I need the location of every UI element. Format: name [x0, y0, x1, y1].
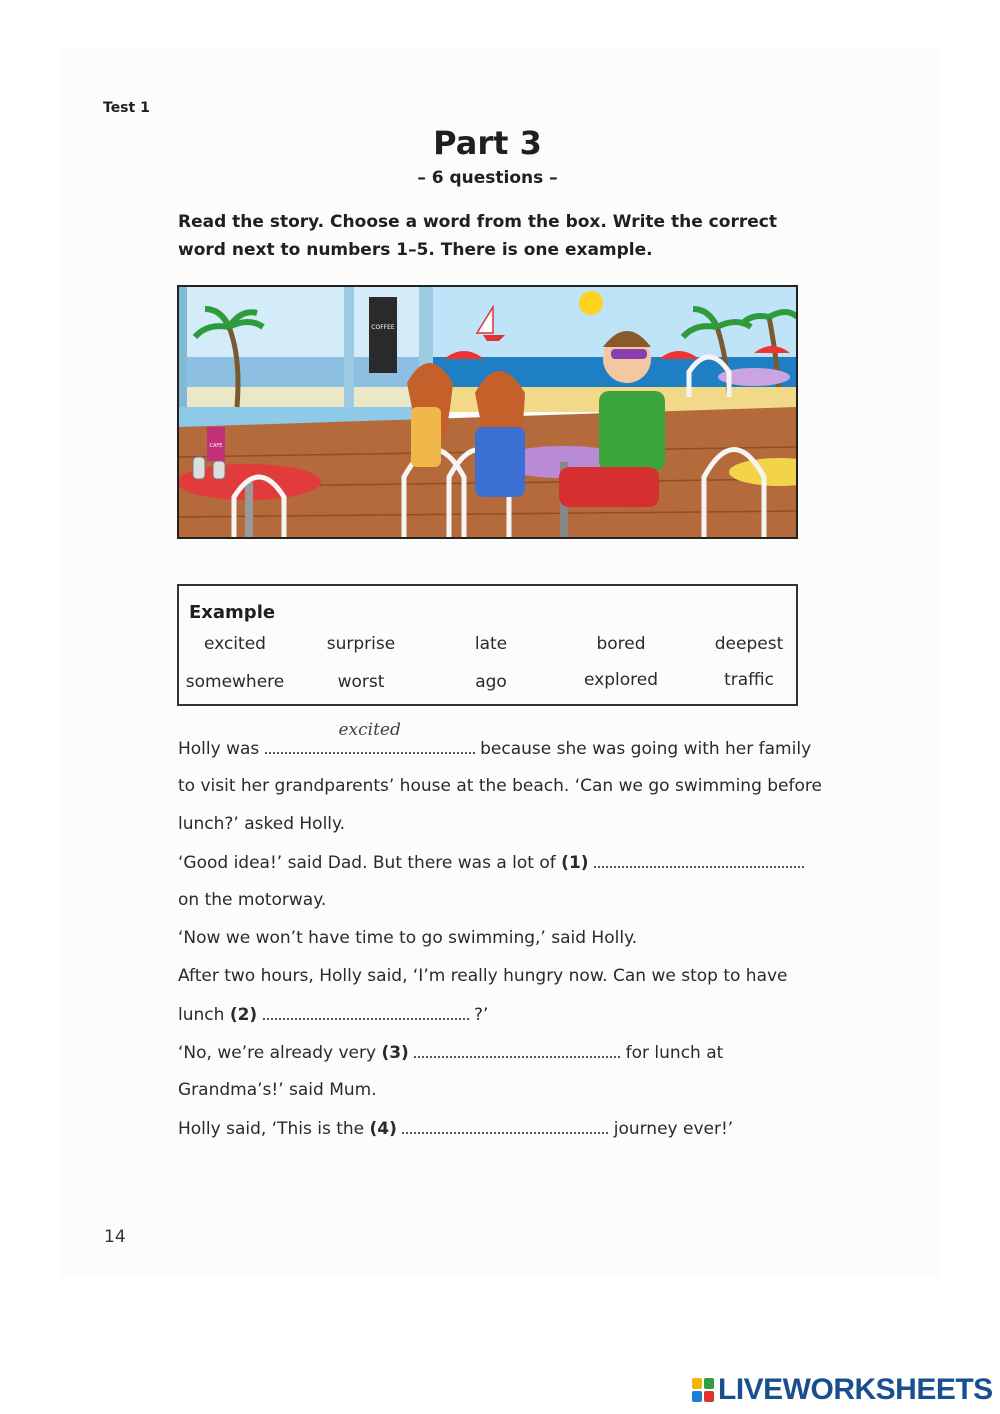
story-line-8 [178, 1004, 488, 1025]
question-number-4: (4) [369, 1119, 397, 1139]
story-line-2: to visit her grandparents’ house at the beach. ‘Can we go swimming before [178, 776, 822, 796]
word-traffic: traffic [724, 670, 774, 690]
example-answer: excited [338, 720, 401, 740]
story-line-1 [178, 720, 812, 759]
word-excited: excited [204, 634, 266, 654]
question-number-2: (2) [229, 1005, 258, 1025]
liveworksheets-logo-icon [692, 1378, 714, 1402]
word-somewhere: somewhere [185, 672, 285, 692]
sun-icon [579, 291, 603, 315]
cafe-illustration [177, 285, 798, 539]
instructions [178, 208, 798, 264]
word-box-example-label: Example [189, 602, 276, 623]
word-bored: bored [596, 634, 646, 654]
story-text: for lunch at [625, 1043, 724, 1063]
story-line-7: After two hours, Holly said, ‘I’m really hungry now. Can we stop to have [178, 966, 788, 986]
question-number-1: (1) [561, 853, 589, 873]
word-deepest: deepest [714, 634, 784, 654]
story-text: lunch [178, 1005, 225, 1025]
story-text: ‘Good idea!’ said Dad. But there was a lot of [178, 853, 556, 873]
answer-blank-2[interactable] [263, 1004, 469, 1020]
part-title: Part 3 [433, 124, 542, 162]
story-line-6: ‘Now we won’t have time to go swimming,’ said Holly. [178, 928, 638, 948]
word-worst: worst [337, 672, 385, 692]
story-text: Holly was [178, 739, 260, 759]
answer-blank-1[interactable] [594, 852, 804, 868]
test-label: Test 1 [103, 100, 150, 116]
instructions-line-2: word next to numbers 1–5. There is one example. [178, 240, 653, 260]
story-text: because she was going with her family [480, 739, 812, 759]
word-explored: explored [583, 670, 658, 690]
answer-blank-3[interactable] [414, 1042, 620, 1058]
story-line-4 [178, 852, 804, 873]
part-subtitle: – 6 questions – [417, 168, 558, 188]
question-number-3: (3) [381, 1043, 409, 1063]
story-text: ‘No, we’re already very [178, 1043, 377, 1063]
page-number: 14 [104, 1227, 126, 1247]
menu-board-text: COFFEE [371, 324, 395, 331]
instructions-line-1: Read the story. Choose a word from the box. Write the correct [178, 212, 777, 232]
story-text: ?’ [474, 1005, 489, 1025]
cafe-sign-text: CAFE [209, 443, 223, 449]
story-line-3: lunch?’ asked Holly. [178, 814, 346, 834]
story-text: Holly said, ‘This is the [178, 1119, 365, 1139]
brand-logo[interactable] [692, 1372, 993, 1408]
example-answer-blank [265, 720, 475, 754]
word-surprise: surprise [326, 634, 396, 654]
story-text: journey ever!’ [613, 1119, 734, 1139]
story-line-10: Grandma’s!’ said Mum. [178, 1080, 377, 1100]
brand-name: LIVEWORKSHEETS [718, 1373, 993, 1406]
word-box [177, 584, 798, 706]
story-line-5: on the motorway. [178, 890, 327, 910]
story-line-11 [178, 1118, 733, 1139]
word-late: late [474, 634, 508, 654]
word-ago: ago [475, 672, 507, 692]
story-line-9 [178, 1042, 723, 1063]
answer-blank-4[interactable] [402, 1118, 608, 1134]
